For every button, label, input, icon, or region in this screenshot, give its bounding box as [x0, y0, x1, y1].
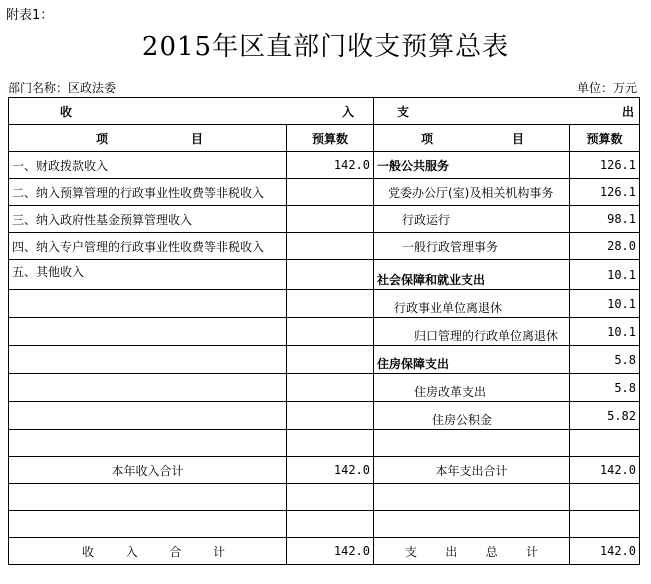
expense-header-char-1: 支: [397, 104, 410, 119]
grand-char: 支: [405, 544, 418, 559]
expense-item: 住房公积金: [374, 402, 570, 430]
income-value: 142.0: [287, 152, 374, 179]
expense-value: 28.0: [570, 233, 640, 260]
expense-item: 行政运行: [374, 206, 570, 233]
income-section-header: [9, 98, 374, 125]
income-value-empty: [287, 484, 374, 511]
table-row: [9, 233, 640, 260]
table-row: [9, 374, 640, 402]
expense-item: 归口管理的行政单位离退休: [374, 318, 570, 346]
table-row: [9, 179, 640, 206]
table-row: [9, 206, 640, 233]
item-header-char-2: 目: [511, 131, 524, 146]
income-value-empty: [287, 511, 374, 538]
expense-item-empty: [374, 430, 570, 457]
income-item: 二、纳入预算管理的行政事业性收费等非税收入: [9, 179, 287, 206]
year-income-total-label: 本年收入合计: [9, 457, 287, 484]
income-value-empty: [287, 374, 374, 402]
expense-value: 98.1: [570, 206, 640, 233]
income-grand-total-label: [9, 538, 287, 565]
expense-value: 5.8: [570, 346, 640, 374]
table-row: [9, 152, 640, 179]
expense-value: 10.1: [570, 290, 640, 318]
income-value-empty: [287, 318, 374, 346]
item-header-char-1: 项: [96, 131, 109, 146]
unit-label: 单位：万元: [576, 81, 637, 95]
income-value: [287, 206, 374, 233]
table-row: [9, 260, 640, 290]
expense-value-empty: [570, 430, 640, 457]
budget-table: [8, 97, 640, 565]
income-value: [287, 233, 374, 260]
expense-item-empty: [374, 511, 570, 538]
page-title: 2015年区直部门收支预算总表: [141, 32, 510, 62]
expense-grand-total-label: [374, 538, 570, 565]
department-name: 部门名称：区政法委: [8, 81, 117, 95]
income-value: [287, 179, 374, 206]
annex-label: 附表1：: [6, 8, 54, 23]
expense-value: 5.8: [570, 374, 640, 402]
grand-char: 收: [82, 544, 95, 559]
income-item: 五、其他收入: [9, 260, 287, 290]
expense-value: 10.1: [570, 260, 640, 290]
income-item: 一、财政拨款收入: [9, 152, 287, 179]
expense-value-empty: [570, 484, 640, 511]
expense-value: 126.1: [570, 152, 640, 179]
year-total-row: [9, 457, 640, 484]
expense-value-empty: [570, 511, 640, 538]
income-value-empty: [287, 430, 374, 457]
expense-value: 10.1: [570, 318, 640, 346]
income-item-empty: [9, 402, 287, 430]
income-header-char-2: 入: [341, 104, 354, 119]
income-budget-header: 预算数: [287, 125, 374, 152]
table-row: [9, 318, 640, 346]
income-value: [287, 260, 374, 290]
expense-item: 党委办公厅(室)及相关机构事务: [374, 179, 570, 206]
item-header-char-1: 项: [421, 131, 434, 146]
income-item-empty: [9, 318, 287, 346]
table-row: [9, 484, 640, 511]
income-item-empty: [9, 484, 287, 511]
income-item-empty: [9, 430, 287, 457]
expense-item: 社会保障和就业支出: [374, 260, 570, 290]
expense-item-empty: [374, 484, 570, 511]
table-row: [9, 290, 640, 318]
table-row: [9, 511, 640, 538]
expense-section-header: [374, 98, 640, 125]
table-row: [9, 346, 640, 374]
grand-char: 计: [212, 544, 225, 559]
table-row: [9, 430, 640, 457]
grand-char: 计: [525, 544, 538, 559]
expense-item: 行政事业单位离退休: [374, 290, 570, 318]
income-item: 三、纳入政府性基金预算管理收入: [9, 206, 287, 233]
expense-item-header: [374, 125, 570, 152]
expense-value: 5.82: [570, 402, 640, 430]
grand-char: 出: [445, 544, 458, 559]
income-value-empty: [287, 402, 374, 430]
grand-char: 总: [485, 544, 498, 559]
income-item-empty: [9, 511, 287, 538]
expense-item: 一般公共服务: [374, 152, 570, 179]
grand-char: 入: [125, 544, 138, 559]
expense-item: 一般行政管理事务: [374, 233, 570, 260]
income-value-empty: [287, 346, 374, 374]
table-row: [9, 402, 640, 430]
expense-item: 住房改革支出: [374, 374, 570, 402]
grand-char: 合: [169, 544, 182, 559]
year-expense-total-label: 本年支出合计: [374, 457, 570, 484]
grand-total-row: [9, 538, 640, 565]
section-header-row: [9, 98, 640, 125]
expense-item: 住房保障支出: [374, 346, 570, 374]
expense-grand-total-value: 142.0: [570, 538, 640, 565]
year-income-total-value: 142.0: [287, 457, 374, 484]
item-header-char-2: 目: [190, 131, 203, 146]
year-expense-total-value: 142.0: [570, 457, 640, 484]
income-value-empty: [287, 290, 374, 318]
income-item-header: [9, 125, 287, 152]
income-item-empty: [9, 290, 287, 318]
expense-budget-header: 预算数: [570, 125, 640, 152]
expense-header-char-2: 出: [621, 104, 634, 119]
income-item-empty: [9, 374, 287, 402]
income-item: 四、纳入专户管理的行政事业性收费等非税收入: [9, 233, 287, 260]
income-grand-total-value: 142.0: [287, 538, 374, 565]
expense-value: 126.1: [570, 179, 640, 206]
column-header-row: [9, 125, 640, 152]
income-item-empty: [9, 346, 287, 374]
income-header-char-1: 收: [60, 104, 73, 119]
